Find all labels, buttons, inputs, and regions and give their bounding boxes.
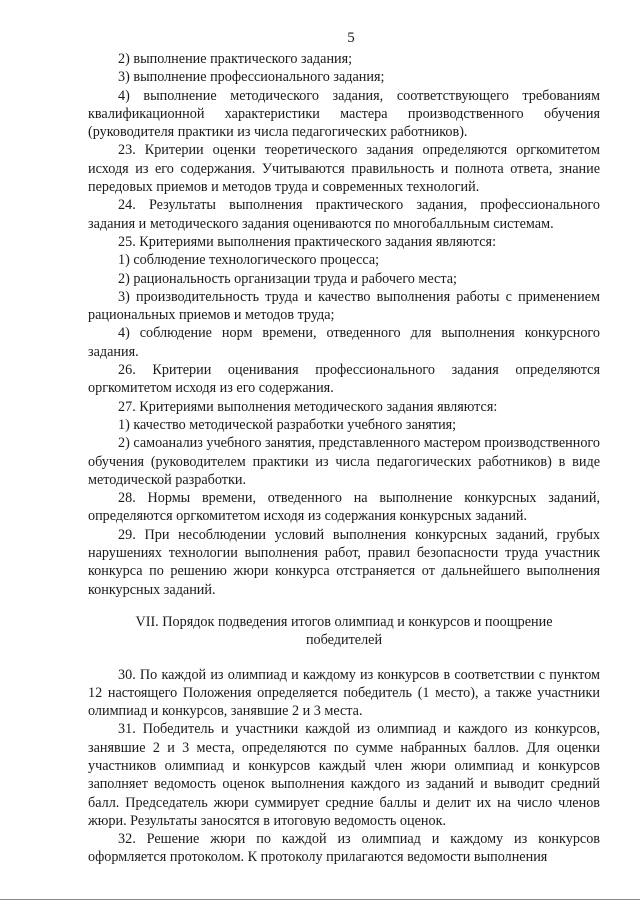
body-before-section: [88, 50, 600, 599]
paragraph: 30. По каждой из олимпиад и каждому из конкурсов в соответствии с пунктом 12 настоящего Положения определяется победитель (1 место), а также участники олимпиад и конкурсов, занявшие 2 и 3 места.: [88, 666, 600, 720]
page-bottom-rule: [0, 899, 640, 900]
paragraph: 28. Нормы времени, отведенного на выполнение конкурсных заданий, определяются оргкомитетом исходя из содержания конкурсных заданий.: [88, 490, 600, 525]
paragraph: 23. Критерии оценки теоретического задания определяются оргкомитетом исходя из его содержания. Учитываются правильность и полнота ответа, знание передовых приемов и методов труда и современных технологий.: [88, 142, 600, 196]
body-after-section: [88, 666, 600, 867]
paragraph: 29. При несоблюдении условий выполнения конкурсных заданий, грубых нарушениях технологии выполнения работ, правил безопасности труда участник конкурса по решению жюри конкурса отстраняется от дальнейшего выполнения конкурсных заданий.: [88, 526, 600, 598]
section-heading: VII. Порядок подведения итогов олимпиад и конкурсов и поощрение победителей: [135, 613, 553, 649]
paragraph: 1) качество методической разработки учебного занятия;: [118, 416, 457, 433]
document-page: [88, 0, 600, 867]
paragraph: 4) выполнение методического задания, соответствующего требованиям квалификационной характеристики мастера производственного обучения (руководителя практики из числа педагогических работников).: [88, 87, 600, 141]
paragraph: 27. Критериями выполнения методического задания являются:: [118, 398, 498, 415]
paragraph: 3) производительность труда и качество выполнения работы с применением рациональных приемов и методов труда;: [88, 288, 600, 324]
page-number: 5: [347, 30, 355, 46]
paragraph: 2) самоанализ учебного занятия, представленного мастером производственного обучения (руководителем практики из числа педагогических работников) в виде методической разработки.: [88, 435, 600, 488]
paragraph: 31. Победитель и участники каждой из олимпиад и каждого из конкурсов, занявшие 2 и 3 места, определяются по сумме набранных баллов. Для оценки участников олимпиад и конкурсов каждый член жюри олимпиад и конкурсов заполняет ведомость оценок выполнения каждого из заданий и выводит средний балл. Председатель жюри суммирует средние баллы и делит их на число членов жюри. Результаты заносятся в итоговую ведомость оценок.: [88, 721, 600, 829]
paragraph: 1) соблюдение технологического процесса;: [118, 252, 380, 269]
paragraph: 3) выполнение профессионального задания;: [118, 69, 385, 86]
paragraph: 4) соблюдение норм времени, отведенного для выполнения конкурсного задания.: [88, 325, 600, 360]
paragraph: 2) рациональность организации труда и рабочего места;: [118, 270, 457, 287]
paragraph: 2) выполнение практического задания;: [118, 51, 353, 67]
paragraph: 25. Критериями выполнения практического задания являются:: [118, 233, 497, 250]
paragraph: 26. Критерии оценивания профессионального задания определяются оргкомитетом исходя из его содержания.: [88, 362, 600, 397]
paragraph: 24. Результаты выполнения практического задания, профессионального задания и методического задания оцениваются по многобалльным системам.: [88, 197, 600, 232]
paragraph: 32. Решение жюри по каждой из олимпиад и каждому из конкурсов оформляется протоколом. К протоколу прилагаются ведомости выполнения: [88, 831, 600, 866]
